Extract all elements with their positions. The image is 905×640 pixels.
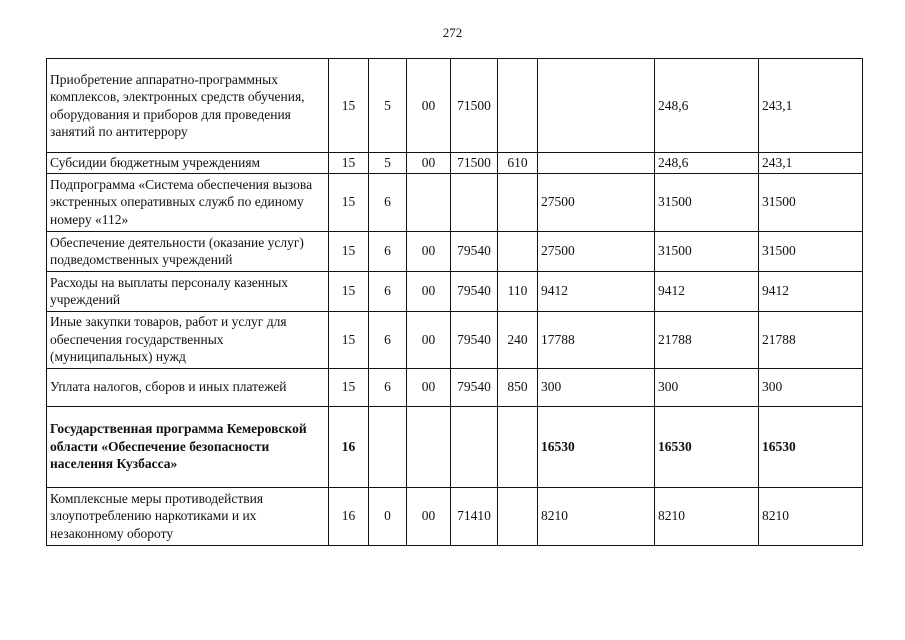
- table-row: [47, 173, 863, 231]
- amount-year-3: 9412: [759, 271, 863, 311]
- subprogram-code: 6: [369, 173, 407, 231]
- table-row: [47, 271, 863, 311]
- amount-year-3: 31500: [759, 231, 863, 271]
- subprogram-code: 6: [369, 271, 407, 311]
- row-name: Приобретение аппаратно-программных комплексов, электронных средств обучения, оборудования и приборов для проведения занятий по антитеррору: [47, 59, 329, 153]
- program-code: 15: [329, 153, 369, 174]
- amount-year-1: 9412: [538, 271, 655, 311]
- row-name: Расходы на выплаты персоналу казенных учреждений: [47, 271, 329, 311]
- amount-year-3: 243,1: [759, 153, 863, 174]
- expense-code: 79540: [451, 311, 498, 368]
- row-name: Комплексные меры противодействия злоупотреблению наркотиками и их незаконному обороту: [47, 487, 329, 545]
- amount-year-1: 8210: [538, 487, 655, 545]
- amount-year-3: 21788: [759, 311, 863, 368]
- amount-year-1: 300: [538, 368, 655, 406]
- amount-year-2: 8210: [655, 487, 759, 545]
- amount-year-1: 27500: [538, 173, 655, 231]
- amount-year-2: 21788: [655, 311, 759, 368]
- expense-type-code: [498, 487, 538, 545]
- expense-code: 71500: [451, 59, 498, 153]
- amount-year-2: 31500: [655, 231, 759, 271]
- amount-year-1: [538, 59, 655, 153]
- direction-code: 00: [407, 59, 451, 153]
- amount-year-1: 16530: [538, 406, 655, 487]
- expense-type-code: [498, 173, 538, 231]
- table-row: [47, 487, 863, 545]
- subprogram-code: 0: [369, 487, 407, 545]
- amount-year-3: 300: [759, 368, 863, 406]
- program-code: 15: [329, 311, 369, 368]
- expense-code: 79540: [451, 231, 498, 271]
- page-number: 272: [442, 25, 463, 40]
- direction-code: 00: [407, 153, 451, 174]
- direction-code: [407, 406, 451, 487]
- amount-year-3: 31500: [759, 173, 863, 231]
- program-code: 16: [329, 487, 369, 545]
- amount-year-2: 31500: [655, 173, 759, 231]
- table-row: [47, 231, 863, 271]
- amount-year-1: [538, 153, 655, 174]
- program-code: 15: [329, 173, 369, 231]
- expense-code: 79540: [451, 271, 498, 311]
- expense-code: 71500: [451, 153, 498, 174]
- expense-type-code: 240: [498, 311, 538, 368]
- direction-code: 00: [407, 487, 451, 545]
- row-name: Иные закупки товаров, работ и услуг для обеспечения государственных (муниципальных) нужд: [47, 311, 329, 368]
- subprogram-code: 5: [369, 153, 407, 174]
- expense-type-code: 610: [498, 153, 538, 174]
- expense-type-code: 850: [498, 368, 538, 406]
- row-name: Государственная программа Кемеровской области «Обеспечение безопасности населения Кузбасса»: [47, 406, 329, 487]
- direction-code: 00: [407, 368, 451, 406]
- program-code: 15: [329, 271, 369, 311]
- program-code: 15: [329, 368, 369, 406]
- amount-year-2: 16530: [655, 406, 759, 487]
- subprogram-code: 5: [369, 59, 407, 153]
- direction-code: [407, 173, 451, 231]
- expense-type-code: 110: [498, 271, 538, 311]
- expense-code: [451, 406, 498, 487]
- expense-code: [451, 173, 498, 231]
- subprogram-code: [369, 406, 407, 487]
- program-code: 15: [329, 231, 369, 271]
- expense-type-code: [498, 406, 538, 487]
- table-row: [47, 406, 863, 487]
- subprogram-code: 6: [369, 231, 407, 271]
- expense-code: 79540: [451, 368, 498, 406]
- program-code: 16: [329, 406, 369, 487]
- table-row: [47, 153, 863, 174]
- expense-type-code: [498, 59, 538, 153]
- direction-code: 00: [407, 311, 451, 368]
- expense-type-code: [498, 231, 538, 271]
- table-row: [47, 368, 863, 406]
- table-row: [47, 59, 863, 153]
- expense-code: 71410: [451, 487, 498, 545]
- row-name: Уплата налогов, сборов и иных платежей: [47, 368, 329, 406]
- amount-year-1: 27500: [538, 231, 655, 271]
- subprogram-code: 6: [369, 311, 407, 368]
- table-row: [47, 311, 863, 368]
- amount-year-2: 9412: [655, 271, 759, 311]
- row-name: Субсидии бюджетным учреждениям: [47, 153, 329, 174]
- program-code: 15: [329, 59, 369, 153]
- amount-year-1: 17788: [538, 311, 655, 368]
- subprogram-code: 6: [369, 368, 407, 406]
- amount-year-2: 300: [655, 368, 759, 406]
- row-name: Обеспечение деятельности (оказание услуг) подведомственных учреждений: [47, 231, 329, 271]
- amount-year-3: 8210: [759, 487, 863, 545]
- amount-year-2: 248,6: [655, 153, 759, 174]
- budget-table: [46, 58, 863, 546]
- direction-code: 00: [407, 231, 451, 271]
- row-name: Подпрограмма «Система обеспечения вызова экстренных оперативных служб по единому номеру «112»: [47, 173, 329, 231]
- direction-code: 00: [407, 271, 451, 311]
- amount-year-2: 248,6: [655, 59, 759, 153]
- amount-year-3: 16530: [759, 406, 863, 487]
- amount-year-3: 243,1: [759, 59, 863, 153]
